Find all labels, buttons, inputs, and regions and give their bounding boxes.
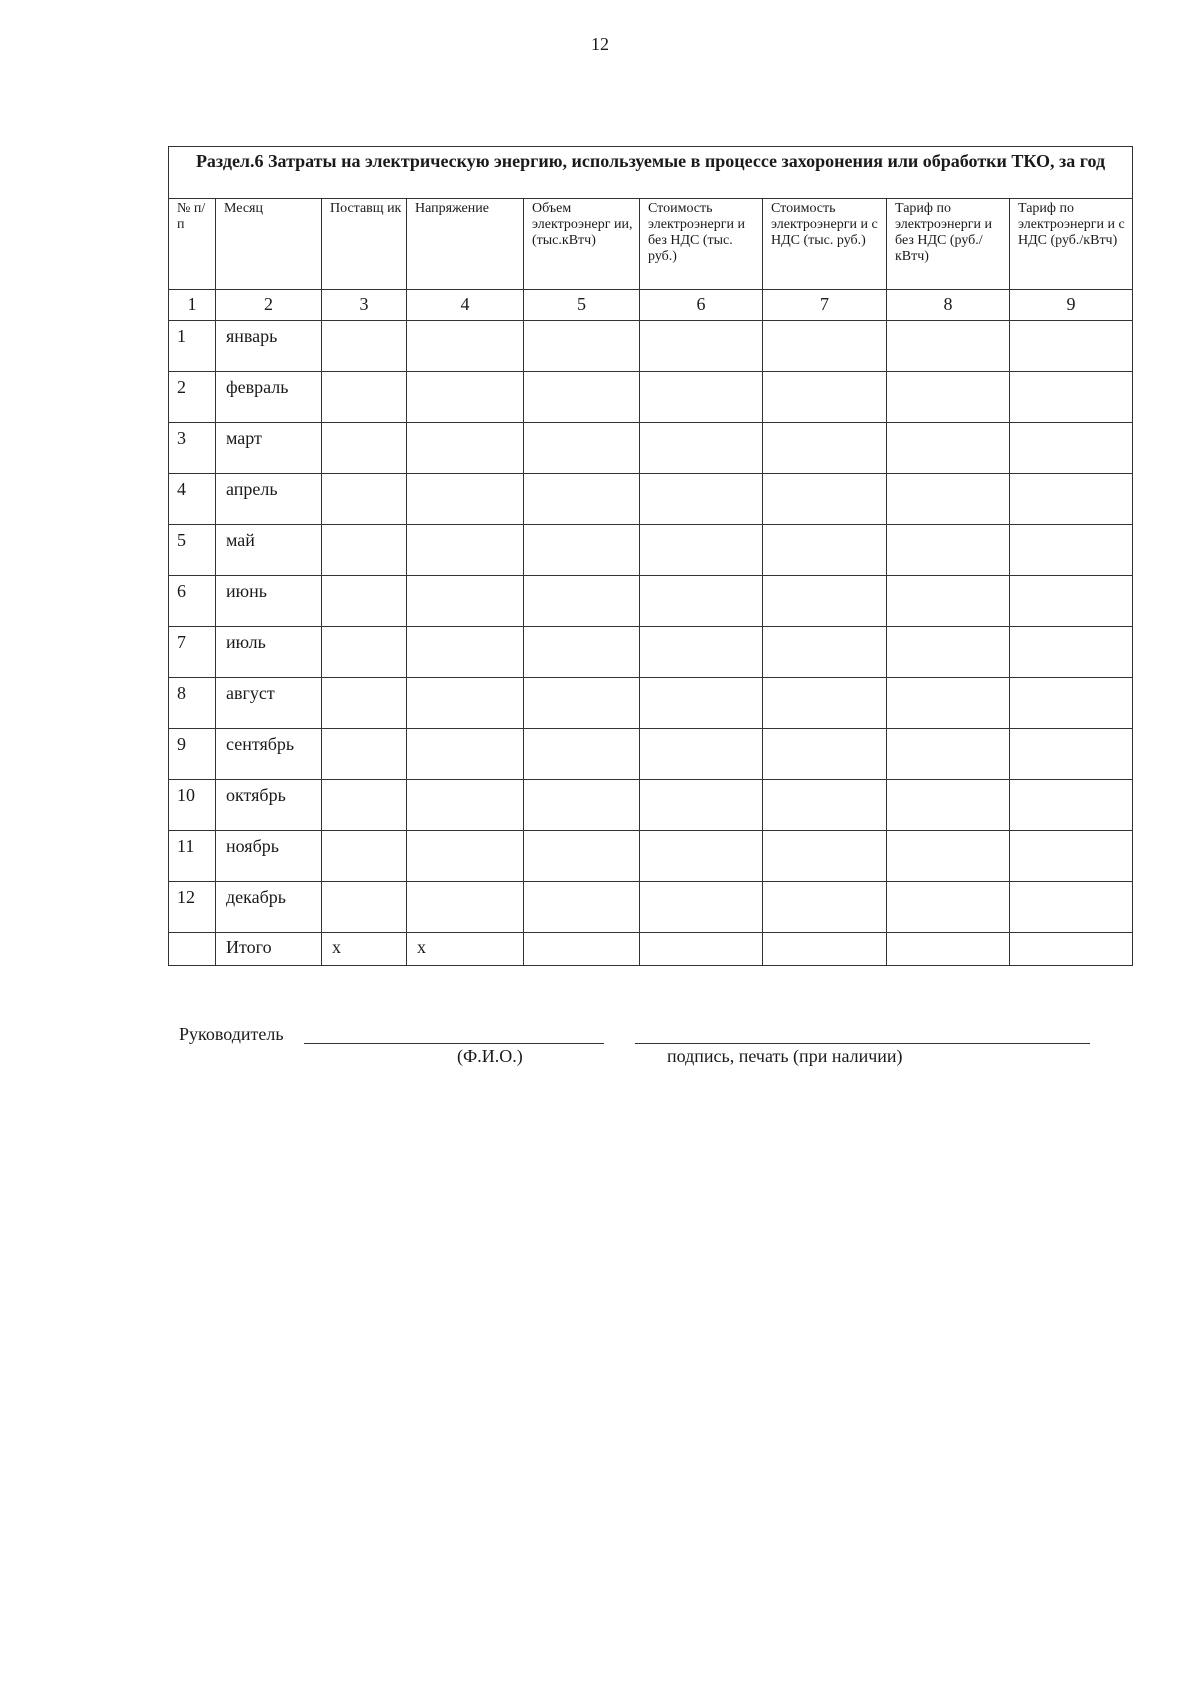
row-number: 7 [169,627,216,678]
header-supplier: Поставщ ик [322,199,407,290]
total-row [169,933,1133,966]
column-number: 6 [640,290,763,321]
empty-cell [524,627,640,678]
empty-cell [322,678,407,729]
empty-cell [1010,933,1133,966]
empty-cell [322,729,407,780]
column-number: 1 [169,290,216,321]
row-number: 3 [169,423,216,474]
table-row [169,372,1133,423]
header-month: Месяц [216,199,322,290]
column-number: 5 [524,290,640,321]
empty-cell [887,423,1010,474]
empty-cell [640,933,763,966]
empty-cell [322,882,407,933]
empty-cell [1010,780,1133,831]
empty-cell [887,933,1010,966]
empty-cell [322,372,407,423]
title-row [169,147,1133,199]
empty-cell [640,780,763,831]
empty-cell [887,627,1010,678]
empty-cell [322,321,407,372]
empty-cell [763,576,887,627]
empty-cell [640,729,763,780]
empty-cell [763,474,887,525]
empty-cell [524,831,640,882]
section-title: Раздел.6 Затраты на электрическую энергию, используемые в процессе захоронения или обработки ТКО, за год [169,147,1133,199]
empty-cell [322,831,407,882]
empty-cell [640,627,763,678]
empty-cell [407,831,524,882]
row-number: 8 [169,678,216,729]
empty-cell [407,372,524,423]
empty-cell [1010,831,1133,882]
empty-cell [1010,321,1133,372]
empty-cell [887,678,1010,729]
column-number: 2 [216,290,322,321]
empty-cell [1010,678,1133,729]
header-number: № п/п [169,199,216,290]
empty-cell [640,882,763,933]
signature-block [179,1024,1099,1074]
empty-cell [322,423,407,474]
row-number: 11 [169,831,216,882]
empty-cell [640,831,763,882]
empty-cell [1010,423,1133,474]
header-row [169,199,1133,290]
empty-cell [887,729,1010,780]
empty-cell [763,729,887,780]
empty-cell [407,627,524,678]
table-row [169,321,1133,372]
table-row [169,780,1133,831]
total-label: Итого [216,933,322,966]
empty-cell [524,678,640,729]
row-month: июнь [216,576,322,627]
table-row [169,678,1133,729]
page-number: 12 [591,34,609,54]
empty-cell [640,423,763,474]
empty-cell [407,474,524,525]
column-number: 3 [322,290,407,321]
empty-cell [763,372,887,423]
empty-cell [887,372,1010,423]
row-month: сентябрь [216,729,322,780]
empty-cell [763,423,887,474]
empty-cell [1010,882,1133,933]
row-month: ноябрь [216,831,322,882]
empty-cell [887,831,1010,882]
empty-cell [322,780,407,831]
empty-cell [407,525,524,576]
empty-cell [1010,576,1133,627]
energy-costs-table [168,146,1133,966]
empty-cell [887,474,1010,525]
empty-cell [322,576,407,627]
empty-cell [887,525,1010,576]
empty-cell [763,525,887,576]
empty-cell [640,525,763,576]
header-cost-without-vat: Стоимость электроэнерги и без НДС (тыс. руб.) [640,199,763,290]
empty-cell [640,474,763,525]
empty-cell [407,678,524,729]
table-row [169,423,1133,474]
row-month: январь [216,321,322,372]
empty-cell [763,831,887,882]
empty-cell [524,474,640,525]
empty-cell [407,576,524,627]
table-row [169,474,1133,525]
empty-cell [524,576,640,627]
row-month: октябрь [216,780,322,831]
row-month: февраль [216,372,322,423]
empty-cell [763,321,887,372]
signature-line [635,1043,1090,1044]
header-tariff-without-vat: Тариф по электроэнерги и без НДС (руб./кВтч) [887,199,1010,290]
empty-cell [887,882,1010,933]
empty-cell [524,780,640,831]
empty-cell [887,321,1010,372]
empty-cell [524,423,640,474]
empty-cell [763,882,887,933]
table-row [169,525,1133,576]
empty-cell [1010,372,1133,423]
empty-cell [1010,474,1133,525]
row-number: 1 [169,321,216,372]
table-row [169,627,1133,678]
empty-cell [407,780,524,831]
empty-cell [407,882,524,933]
empty-cell [763,678,887,729]
empty-cell [640,372,763,423]
table-row [169,576,1133,627]
row-number: 2 [169,372,216,423]
empty-cell [763,780,887,831]
empty-cell [640,321,763,372]
empty-cell [1010,627,1133,678]
name-line [304,1043,604,1044]
row-month: март [216,423,322,474]
table-row [169,882,1133,933]
empty-cell [524,321,640,372]
row-month: апрель [216,474,322,525]
empty-cell [1010,525,1133,576]
empty-cell [640,678,763,729]
column-number: 7 [763,290,887,321]
row-number: 10 [169,780,216,831]
empty-cell [524,525,640,576]
empty-cell [887,780,1010,831]
empty-cell [524,933,640,966]
row-month: август [216,678,322,729]
empty-cell [763,627,887,678]
header-cost-with-vat: Стоимость электроэнерги и с НДС (тыс. руб.) [763,199,887,290]
empty-cell [640,576,763,627]
row-month: декабрь [216,882,322,933]
empty-cell [407,321,524,372]
row-number: 9 [169,729,216,780]
table-row [169,831,1133,882]
total-number [169,933,216,966]
header-volume: Объем электроэнерг ии, (тыс.кВтч) [524,199,640,290]
signature-caption: подпись, печать (при наличии) [667,1046,903,1066]
row-number: 4 [169,474,216,525]
signature-label: Руководитель [179,1024,284,1044]
empty-cell [322,474,407,525]
empty-cell [524,882,640,933]
table-row [169,729,1133,780]
empty-cell [524,372,640,423]
column-number: 4 [407,290,524,321]
row-month: июль [216,627,322,678]
header-tariff-with-vat: Тариф по электроэнерги и с НДС (руб./кВтч) [1010,199,1133,290]
total-voltage: х [407,933,524,966]
empty-cell [524,729,640,780]
column-number: 8 [887,290,1010,321]
total-supplier: х [322,933,407,966]
row-number: 6 [169,576,216,627]
row-number: 12 [169,882,216,933]
empty-cell [887,576,1010,627]
column-number-row [169,290,1133,321]
name-caption: (Ф.И.О.) [457,1046,523,1066]
empty-cell [763,933,887,966]
row-month: май [216,525,322,576]
row-number: 5 [169,525,216,576]
header-voltage: Напряжение [407,199,524,290]
empty-cell [1010,729,1133,780]
empty-cell [407,729,524,780]
empty-cell [322,627,407,678]
column-number: 9 [1010,290,1133,321]
empty-cell [322,525,407,576]
empty-cell [407,423,524,474]
